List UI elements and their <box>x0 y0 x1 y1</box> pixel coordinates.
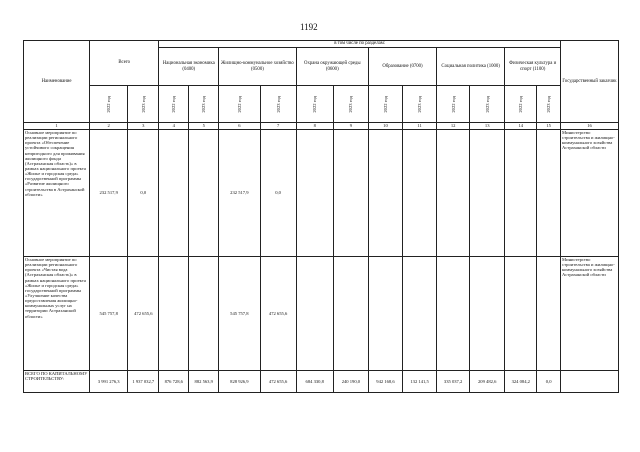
cell-value <box>505 130 537 257</box>
year-header: 2023 год <box>416 95 422 113</box>
budget-table <box>23 40 619 393</box>
year-header: 2022 год <box>236 95 242 113</box>
cell-value: 324 084,2 <box>505 371 537 393</box>
cell-value <box>296 130 333 257</box>
year-header: 2022 год <box>106 95 112 113</box>
column-number: 3 <box>128 123 159 130</box>
row-name: Основное мероприятие по реализации регионального проекта «Чистая вода (Астраханская область)» в рамках национального проекта «Жилье и городская среда» государственной программы «Улучшение качества предоставления жилищно-коммунальных услуг на территории Астраханской области» <box>24 257 90 371</box>
cell-value: 472 655,6 <box>260 371 296 393</box>
cell-value <box>189 257 219 371</box>
cell-value: 240 190,0 <box>333 371 368 393</box>
column-number-row <box>24 123 619 130</box>
header-in-sections: в том числе по разделам: <box>159 41 561 48</box>
cell-value: 545 757,8 <box>90 257 128 371</box>
column-number: 13 <box>470 123 505 130</box>
cell-value: 232 517,9 <box>90 130 128 257</box>
header-name: Наименование <box>24 41 90 123</box>
table-row <box>24 130 619 257</box>
cell-value: 3 991 276,3 <box>90 371 128 393</box>
cell-value: 0,0 <box>260 130 296 257</box>
cell-value <box>537 130 561 257</box>
column-number: 7 <box>260 123 296 130</box>
cell-value <box>333 130 368 257</box>
header-customer: Государственный заказчик <box>561 41 619 123</box>
header-total: Всего <box>90 41 159 86</box>
section-header: Жилищно-коммунальное хозяйство (0500) <box>219 48 296 86</box>
column-number: 4 <box>159 123 189 130</box>
column-number: 8 <box>296 123 333 130</box>
column-number: 12 <box>437 123 470 130</box>
cell-value: 545 757,8 <box>219 257 260 371</box>
column-number: 11 <box>403 123 437 130</box>
year-header: 2023 год <box>348 95 354 113</box>
cell-value <box>403 257 437 371</box>
column-number: 5 <box>189 123 219 130</box>
table-row-total <box>24 371 619 393</box>
cell-value <box>333 257 368 371</box>
column-number: 15 <box>537 123 561 130</box>
cell-value <box>437 257 470 371</box>
cell-value: 472 655,6 <box>128 257 159 371</box>
table-row <box>24 257 619 371</box>
cell-value: 828 926,9 <box>219 371 260 393</box>
cell-value: 876 728,6 <box>159 371 189 393</box>
row-name: ВСЕГО ПО КАПИТАЛЬНОМУ СТРОИТЕЛЬСТВУ: <box>24 371 90 393</box>
cell-value: 472 655,6 <box>260 257 296 371</box>
column-number: 10 <box>368 123 402 130</box>
cell-value: 232 517,9 <box>219 130 260 257</box>
column-number: 14 <box>505 123 537 130</box>
section-header: Национальная экономика (0400) <box>159 48 219 86</box>
column-number: 16 <box>561 123 619 130</box>
year-header: 2023 год <box>546 95 552 113</box>
year-header: 2022 год <box>518 95 524 113</box>
cell-value: 209 482,6 <box>470 371 505 393</box>
year-header: 2022 год <box>312 95 318 113</box>
cell-value <box>159 130 189 257</box>
cell-value <box>437 130 470 257</box>
year-header: 2022 год <box>382 95 388 113</box>
year-header: 2023 год <box>275 95 281 113</box>
cell-value: 942 168,6 <box>368 371 402 393</box>
cell-value <box>296 257 333 371</box>
cell-value <box>368 257 402 371</box>
cell-value <box>470 130 505 257</box>
cell-value <box>368 130 402 257</box>
row-name: Основное мероприятие по реализации регионального проекта «Обеспечение устойчивого сокращения непригодного для проживания жилищного фонда (Астраханская область)» в рамках национального проекта «Жилье и городская среда» государственной программы «Развитие жилищного строительства в Астраханской области» <box>24 130 90 257</box>
column-number: 1 <box>24 123 90 130</box>
cell-value <box>470 257 505 371</box>
cell-value: 335 037,2 <box>437 371 470 393</box>
section-header: Социальная политика (1000) <box>437 48 505 86</box>
column-number: 9 <box>333 123 368 130</box>
column-number: 6 <box>219 123 260 130</box>
year-header: 2022 год <box>171 95 177 113</box>
cell-value: 0,0 <box>537 371 561 393</box>
cell-value: 1 937 032,7 <box>128 371 159 393</box>
year-header: 2023 год <box>201 95 207 113</box>
section-header: Образование (0700) <box>368 48 436 86</box>
cell-value <box>505 257 537 371</box>
cell-value: 882 563,9 <box>189 371 219 393</box>
column-number: 2 <box>90 123 128 130</box>
cell-value <box>403 130 437 257</box>
section-header: Физическая культура и спорт (1100) <box>505 48 561 86</box>
section-header: Охрана окружающей среды (0600) <box>296 48 368 86</box>
row-customer: Министерство строительства и жилищно-коммунального хозяйства Астраханской области <box>561 257 619 371</box>
cell-value: 0,0 <box>128 130 159 257</box>
row-customer: Министерство строительства и жилищно-коммунального хозяйства Астраханской области <box>561 130 619 257</box>
cell-value: 684 330,8 <box>296 371 333 393</box>
page-number: 1192 <box>300 22 318 32</box>
cell-value <box>159 257 189 371</box>
year-header: 2023 год <box>484 95 490 113</box>
cell-value <box>189 130 219 257</box>
year-header: 2022 год <box>450 95 456 113</box>
year-header: 2023 год <box>140 95 146 113</box>
cell-value <box>537 257 561 371</box>
row-customer <box>561 371 619 393</box>
cell-value: 132 141,5 <box>403 371 437 393</box>
